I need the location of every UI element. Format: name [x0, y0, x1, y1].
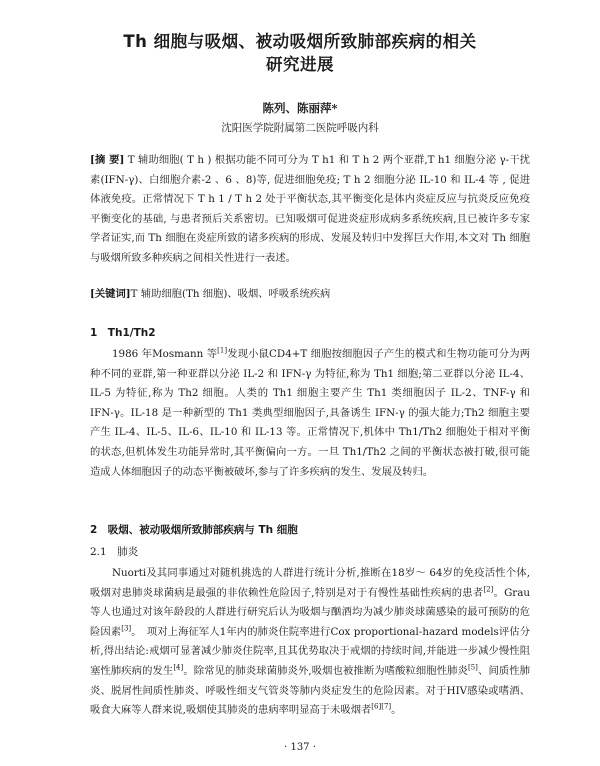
abstract-label: [摘 要] — [90, 154, 125, 166]
keywords-label: [关键词] — [90, 288, 131, 300]
section-2-heading: 2 吸烟、被动吸烟所致肺部疾病与 Th 细胞 — [90, 524, 298, 536]
keywords-text: T 辅助细胞(Th 细胞)、吸烟、呼吸系统疾病 — [130, 288, 331, 300]
s2-text-c: 。 项对上海征军人1年内的肺炎住院率进行Cox proportional-hazard models评估分析,得出结论:戒烟可显著减少肺炎住院率,且其优势取决于戒烟的持续时间,并能进一步减少慢性阻塞性肺疾病的发生 — [90, 625, 530, 677]
citation: [3] — [121, 624, 132, 633]
abstract — [90, 151, 530, 269]
paper-title-line-2: 研究进展 — [266, 55, 334, 74]
citation: [1] — [217, 346, 228, 355]
subsection-2-1-heading: 2.1 肺炎 — [90, 546, 139, 558]
section-1-paragraph — [90, 345, 530, 482]
citation: [2] — [483, 585, 494, 594]
paper-title-line-1: Th 细胞与吸烟、被动吸烟所致肺部疾病的相关 — [123, 32, 477, 51]
abstract-text: T 辅助细胞( T h ) 根据功能不同可分为 T h1 和 T h 2 两个亚群,T h1 细胞分泌 γ-干扰素(IFN-γ)、白细胞介素-2 、6 、8)等, 促进细胞免疫; T h 2 细胞分泌 IL-10 和 IL-4 等 , 促进体液免疫。正常情况下 T h 1 / T h 2 处于平衡状态,其平衡变化是体内炎症反应与抗炎反应免疫平衡变化的基础, 与患者预后关系密切。已知吸烟可促进炎症形成病多系统疾病,且已被许多专家学者证实,而 Th 细胞在炎症所致的诸多疾病的形成、发展及转归中发挥巨大作用,本文对 Th 细胞与吸烟所致多种疾病之间相关性进行一表述。 — [90, 154, 530, 264]
section-1-heading: 1 Th1/Th2 — [90, 327, 156, 339]
s2-text-a: Nuorti及其同事通过对随机挑选的人群进行统计分析,推断在18岁～ 64岁的免疫活性个体,吸烟对患肺炎球菌病是最强的非依赖性危险因子,特别是对于有慢性基础性疾病的患者 — [90, 567, 530, 599]
citation: [5] — [468, 663, 478, 672]
s2-text-b: 。Grau 等人也通过对该年龄段的人群进行研究后认为吸烟与酗酒均为减少肺炎球菌感染的最可预防的危险因素 — [90, 586, 530, 638]
citation: [6][7] — [371, 702, 392, 711]
s2-text-e: 、间质性肺炎、脱屑性间质性肺炎、呼吸性细支气管炎等肺内炎症发生的危险因素。对于HIV感染或嗜酒、吸食大麻等人群来说,吸烟使其肺炎的患病率明显高于未吸烟者 — [90, 664, 531, 717]
citation: [4] — [173, 663, 184, 672]
affiliation: 沈阳医学院附属第二医院呼吸内科 — [221, 122, 379, 134]
keywords — [90, 285, 530, 305]
page-number: · 137 · — [284, 742, 316, 753]
s2-text-d: 。除常见的肺炎球菌肺炎外,吸烟也被推断为嗜酸粒细胞性肺炎 — [183, 664, 468, 677]
s1-text-b: 发现小鼠CD4+T 细胞按细胞因子产生的模式和生物功能可分为两种不同的亚群,第一种亚群以分泌 IL-2 和 IFN-γ 为特征,称为 Th1 细胞;第二亚群以分泌 IL-4、IL-5 为特征,称为 Th2 细胞。人类的 Th1 细胞主要产生 Th1 类细胞因子 IL-2、TNF-γ 和 IFN-γ。IL-18 是一种新型的 Th1 类典型细胞因子,具备诱生 IFN-γ 的强大能力;Th2 细胞主要产生 IL-4、IL-5、IL-6、IL-10 和 IL-13 等。正常情况下,机体中 Th1/Th2 细胞处于相对平衡的状态,但机体发生功能异常时,其平衡偏向一方。一旦 Th1/Th2 之间的平衡状态被打破,很可能造成人体细胞因子的动态平衡被破坏,参与了许多疾病的发生、发展及转归。 — [90, 348, 531, 478]
s2-text-f: 。 — [391, 704, 402, 717]
section-2-1-paragraph — [90, 564, 530, 721]
s1-text-a: 1986 年Mosmann 等 — [112, 348, 218, 360]
authors: 陈列、陈丽萍* — [262, 101, 338, 115]
